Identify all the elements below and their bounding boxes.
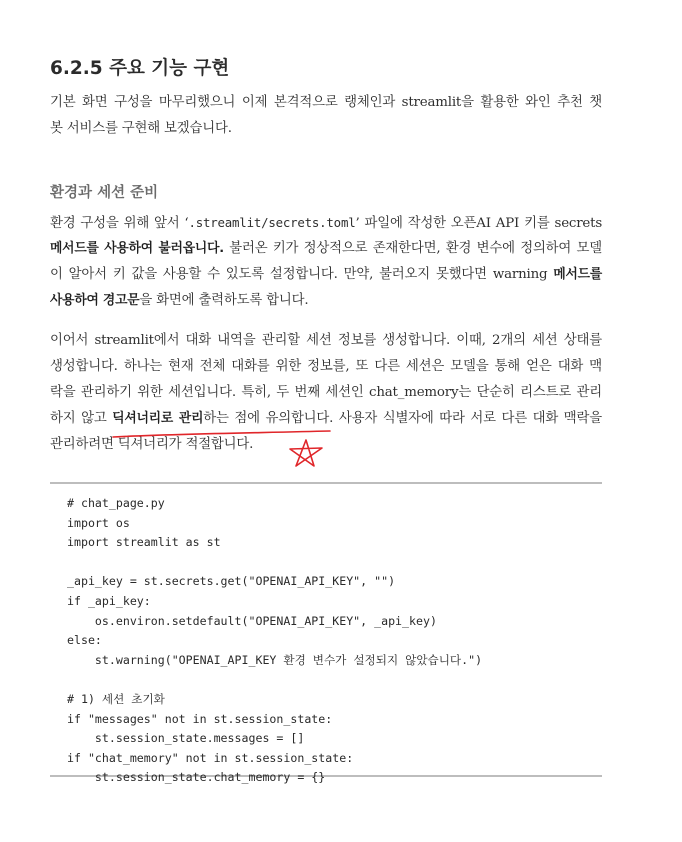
env-paragraph xyxy=(50,210,602,314)
code-line: import os xyxy=(67,515,130,530)
bold-text: 사용하여 경고문 xyxy=(50,293,140,308)
inline-code: .streamlit/secrets.toml xyxy=(188,215,356,230)
text-run: 이 알아서 키 값을 사용할 수 있도록 설정합니다. 만약, 불러오지 못했다면 warning xyxy=(50,267,554,282)
text-run: 을 화면에 출력하도록 합니다. xyxy=(139,293,309,308)
paragraph-line: 생성합니다. 하나는 현재 전체 대화를 위한 정보를, 또 다른 세션은 모델을 통해 얻은 대화 맥 xyxy=(50,359,602,374)
paragraph-line: 락을 관리하기 위한 세션입니다. 특히, 두 번째 세션인 chat_memory는 단순히 리스트로 관리 xyxy=(50,385,602,400)
text-run: 하지 않고 xyxy=(50,411,113,426)
code-line: else: xyxy=(67,633,102,648)
bold-text: 메서드를 사용하여 불러옵니다. xyxy=(50,241,224,256)
paragraph-line: 관리하려면 딕셔너리가 적절합니다. xyxy=(50,437,254,452)
text-run: ’ 파일에 작성한 오픈AI API 키를 secrets xyxy=(355,216,602,231)
code-line: os.environ.setdefault("OPENAI_API_KEY", _api_key) xyxy=(67,613,437,628)
code-line xyxy=(67,670,482,690)
paragraph-line xyxy=(50,288,602,314)
subsection-heading: 환경과 세션 준비 xyxy=(50,185,159,201)
code-line: # chat_page.py xyxy=(67,496,165,510)
code-line xyxy=(67,553,482,573)
bold-text: 딕셔너리로 관리 xyxy=(112,411,204,426)
code-line: if _api_key: xyxy=(67,593,151,608)
code-line: st.warning("OPENAI_API_KEY 환경 변수가 설정되지 않았습니다.") xyxy=(67,652,483,667)
code-line: st.session_state.messages = [] xyxy=(67,731,305,746)
paragraph-line xyxy=(50,406,602,432)
code-line: # 1) 세션 초기화 xyxy=(67,691,165,706)
code-line: import streamlit as st xyxy=(67,535,221,550)
section-heading: 6.2.5 주요 기능 구현 xyxy=(50,58,230,79)
code-line: st.session_state.chat_memory = {} xyxy=(67,770,326,785)
text-run: 하는 점에 유의합니다. 사용자 식별자에 따라 서로 다른 대화 맥락을 xyxy=(203,411,602,426)
paragraph-line xyxy=(50,262,602,288)
text-run: 불러온 키가 정상적으로 존재한다면, 환경 변수에 정의하여 모델 xyxy=(223,241,602,256)
code-listing xyxy=(67,494,482,788)
code-line: if "chat_memory" not in st.session_state: xyxy=(67,750,354,765)
intro-paragraph xyxy=(50,90,602,142)
intro-line: 기본 화면 구성을 마무리했으니 이제 본격적으로 랭체인과 streamlit을 활용한 와인 추천 챗 xyxy=(50,95,602,110)
bold-text: 메서드를 xyxy=(553,267,602,282)
intro-line: 봇 서비스를 구현해 보겠습니다. xyxy=(50,121,232,136)
paragraph-line xyxy=(50,210,602,236)
session-paragraph xyxy=(50,328,602,458)
code-line: if "messages" not in st.session_state: xyxy=(67,711,333,726)
paragraph-line xyxy=(50,236,602,262)
code-line: _api_key = st.secrets.get("OPENAI_API_KEY", "") xyxy=(67,574,396,589)
code-block xyxy=(50,482,602,785)
paragraph-line: 이어서 streamlit에서 대화 내역을 관리할 세션 정보를 생성합니다. 이때, 2개의 세션 상태를 xyxy=(50,333,602,348)
text-run: 환경 구성을 위해 앞서 ‘ xyxy=(50,216,189,231)
